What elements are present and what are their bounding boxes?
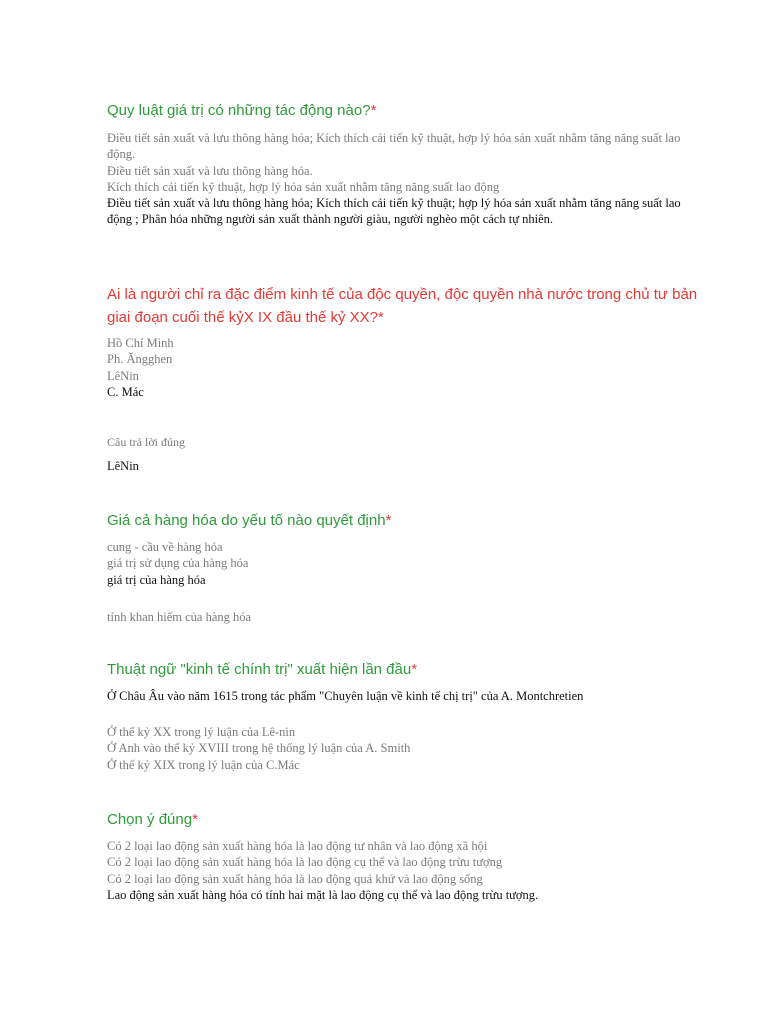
question-5-title: Chọn ý đúng* <box>107 811 198 828</box>
option[interactable]: Ph. Ăngghen <box>107 352 173 367</box>
option[interactable]: Có 2 loại lao động sản xuất hàng hóa là lao động tư nhân và lao động xã hội <box>107 839 488 853</box>
option[interactable]: giá trị sử dụng của hàng hóa <box>107 556 249 571</box>
question-1-title: Quy luật giá trị có những tác động nào?* <box>107 102 377 119</box>
question-2-options <box>107 335 707 400</box>
option[interactable]: Kích thích cải tiến kỹ thuật, hợp lý hóa sản xuất nhằm tăng năng suất lao động <box>107 179 500 194</box>
option-selected[interactable]: Điều tiết sản xuất và lưu thông hàng hóa; Kích thích cải tiến kỹ thuật; hợp lý hóa sản xuất nhằm tăng năng suất lao động ; Phân hóa những người sản xuất thành người giàu, người nghèo một cách tự nhiên. <box>107 196 681 227</box>
option[interactable]: Ở thế kỷ XX trong lý luận của Lê-nin <box>107 725 296 739</box>
option-selected[interactable]: C. Mác <box>107 384 144 399</box>
question-3-options <box>107 539 707 588</box>
required-asterisk: * <box>385 512 392 529</box>
question-3-title: Giá cả hàng hóa do yếu tố nào quyết định* <box>107 512 392 529</box>
option-selected[interactable]: Ở Châu Âu vào năm 1615 trong tác phẩm "Chuyên luận về kinh tế chị trị" của A. Montchretien <box>107 689 584 703</box>
option[interactable]: Ở thế kỷ XIX trong lý luận của C.Mác <box>107 757 300 772</box>
correct-answer-label: Câu trả lời đúng <box>107 435 185 449</box>
option[interactable]: LêNin <box>107 368 139 383</box>
question-2-title: Ai là người chỉ ra đặc điểm kinh tế của độc quyền, độc quyền nhà nước trong chủ tư bản giai đoạn cuối thế kỷX IX đầu thế kỷ XX?* <box>107 286 698 326</box>
question-3-option-4[interactable] <box>107 609 707 625</box>
required-asterisk: * <box>192 811 198 828</box>
question-5-options <box>107 838 707 903</box>
option[interactable]: Có 2 loại lao động sản xuất hàng hóa là lao động quá khứ và lao động sống <box>107 871 483 886</box>
option[interactable]: cung - cầu về hàng hóa <box>107 540 223 554</box>
option[interactable]: Hồ Chí Minh <box>107 336 174 350</box>
question-1-options <box>107 130 707 228</box>
question-4-title: Thuật ngữ "kinh tế chính trị" xuất hiện lần đầu* <box>107 661 418 678</box>
option[interactable]: tính khan hiếm của hàng hóa <box>107 610 252 624</box>
option[interactable]: Điều tiết sản xuất và lưu thông hàng hóa. <box>107 163 313 178</box>
question-4-option-1[interactable] <box>107 688 707 704</box>
required-asterisk: * <box>411 661 418 678</box>
option-selected[interactable]: Lao động sản xuất hàng hóa có tính hai mặt là lao động cụ thể và lao động trừu tượng. <box>107 887 539 902</box>
question-4-options <box>107 724 707 773</box>
required-asterisk: * <box>370 102 377 119</box>
option-selected[interactable]: giá trị của hàng hóa <box>107 572 206 587</box>
correct-answer-value: LêNin <box>107 459 139 473</box>
option[interactable]: Ở Anh vào thế kỷ XVIII trong hệ thống lý luận của A. Smith <box>107 741 411 756</box>
option[interactable]: Có 2 loại lao động sản xuất hàng hóa là lao động cụ thể và lao động trừu tượng <box>107 855 503 870</box>
required-asterisk: * <box>378 309 384 326</box>
option[interactable]: Điều tiết sản xuất và lưu thông hàng hóa; Kích thích cải tiến kỹ thuật, hợp lý hóa sản xuất nhằm tăng năng suất lao động. <box>107 131 681 162</box>
